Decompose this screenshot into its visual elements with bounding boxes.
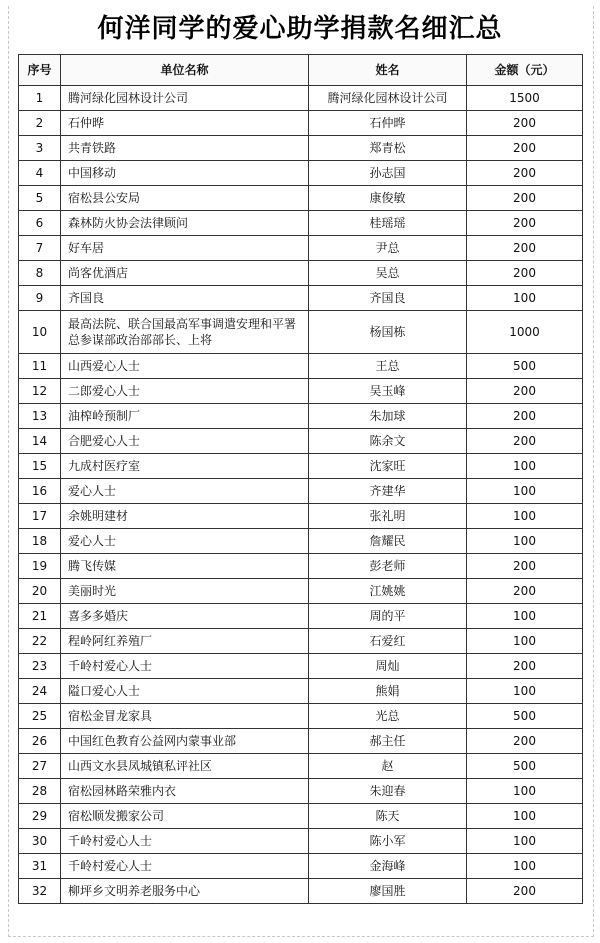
row-amount: 100 <box>467 629 583 654</box>
table-row <box>19 186 583 211</box>
row-amount: 200 <box>467 136 583 161</box>
row-amount: 200 <box>467 111 583 136</box>
row-name: 尹总 <box>309 236 467 261</box>
row-no: 25 <box>19 704 61 729</box>
row-unit: 中国移动 <box>61 161 309 186</box>
row-amount: 200 <box>467 161 583 186</box>
row-name: 江姚姚 <box>309 579 467 604</box>
row-amount: 200 <box>467 236 583 261</box>
table-row <box>19 729 583 754</box>
row-unit: 余姚明建材 <box>61 504 309 529</box>
row-amount: 200 <box>467 379 583 404</box>
row-amount: 200 <box>467 186 583 211</box>
row-amount: 200 <box>467 404 583 429</box>
row-name: 齐建华 <box>309 479 467 504</box>
row-name: 詹耀民 <box>309 529 467 554</box>
row-no: 3 <box>19 136 61 161</box>
row-unit: 腾河绿化园林设计公司 <box>61 86 309 111</box>
row-unit: 千岭村爱心人士 <box>61 854 309 879</box>
row-unit: 森林防火协会法律顾问 <box>61 211 309 236</box>
row-unit: 腾飞传媒 <box>61 554 309 579</box>
row-amount: 200 <box>467 429 583 454</box>
row-amount: 500 <box>467 704 583 729</box>
row-unit: 隘口爱心人士 <box>61 679 309 704</box>
row-name: 熊娟 <box>309 679 467 704</box>
row-name: 吴总 <box>309 261 467 286</box>
table-row <box>19 311 583 354</box>
row-amount: 200 <box>467 554 583 579</box>
row-unit: 中国红色教育公益网内蒙事业部 <box>61 729 309 754</box>
row-no: 9 <box>19 286 61 311</box>
row-name: 石仲晔 <box>309 111 467 136</box>
row-no: 12 <box>19 379 61 404</box>
row-no: 31 <box>19 854 61 879</box>
table-row <box>19 829 583 854</box>
row-name: 周的平 <box>309 604 467 629</box>
row-unit: 好车居 <box>61 236 309 261</box>
row-unit: 尚客优酒店 <box>61 261 309 286</box>
row-name: 廖国胜 <box>309 879 467 904</box>
table-row <box>19 504 583 529</box>
row-no: 29 <box>19 804 61 829</box>
row-name: 金海峰 <box>309 854 467 879</box>
row-no: 14 <box>19 429 61 454</box>
row-no: 32 <box>19 879 61 904</box>
table-row <box>19 754 583 779</box>
row-amount: 200 <box>467 211 583 236</box>
table-row <box>19 261 583 286</box>
row-amount: 100 <box>467 679 583 704</box>
row-amount: 200 <box>467 879 583 904</box>
row-unit: 爱心人士 <box>61 479 309 504</box>
row-no: 1 <box>19 86 61 111</box>
row-name: 陈余文 <box>309 429 467 454</box>
row-name: 腾河绿化园林设计公司 <box>309 86 467 111</box>
row-no: 11 <box>19 354 61 379</box>
header-no: 序号 <box>19 55 61 86</box>
row-no: 18 <box>19 529 61 554</box>
row-no: 26 <box>19 729 61 754</box>
table-row <box>19 879 583 904</box>
row-unit: 油榨岭预制厂 <box>61 404 309 429</box>
row-amount: 500 <box>467 354 583 379</box>
table-row <box>19 236 583 261</box>
table-row <box>19 379 583 404</box>
row-no: 8 <box>19 261 61 286</box>
table-row <box>19 854 583 879</box>
row-unit: 柳坪乡文明养老服务中心 <box>61 879 309 904</box>
table-row <box>19 111 583 136</box>
row-amount: 100 <box>467 504 583 529</box>
row-name: 桂瑶瑶 <box>309 211 467 236</box>
row-amount: 100 <box>467 854 583 879</box>
donation-table <box>18 54 583 904</box>
row-no: 20 <box>19 579 61 604</box>
row-amount: 200 <box>467 261 583 286</box>
table-body <box>19 86 583 904</box>
table-row <box>19 779 583 804</box>
row-name: 周灿 <box>309 654 467 679</box>
row-unit: 山西文水县凤城镇私评社区 <box>61 754 309 779</box>
table-row <box>19 86 583 111</box>
row-name: 彭老师 <box>309 554 467 579</box>
row-amount: 100 <box>467 779 583 804</box>
row-name: 陈小军 <box>309 829 467 854</box>
row-no: 30 <box>19 829 61 854</box>
row-amount: 100 <box>467 829 583 854</box>
table-row <box>19 404 583 429</box>
table-row <box>19 629 583 654</box>
row-unit: 九成村医疗室 <box>61 454 309 479</box>
row-no: 5 <box>19 186 61 211</box>
row-name: 朱迎春 <box>309 779 467 804</box>
table-row <box>19 604 583 629</box>
row-name: 王总 <box>309 354 467 379</box>
row-name: 张礼明 <box>309 504 467 529</box>
table-row <box>19 354 583 379</box>
row-amount: 100 <box>467 529 583 554</box>
row-no: 4 <box>19 161 61 186</box>
row-no: 27 <box>19 754 61 779</box>
row-unit: 宿松顺发搬家公司 <box>61 804 309 829</box>
table-row <box>19 529 583 554</box>
row-name: 光总 <box>309 704 467 729</box>
page-title: 何洋同学的爱心助学捐款名细汇总 <box>97 14 503 44</box>
table-row <box>19 429 583 454</box>
row-name: 郝主任 <box>309 729 467 754</box>
row-name: 郑青松 <box>309 136 467 161</box>
row-amount: 100 <box>467 454 583 479</box>
row-no: 17 <box>19 504 61 529</box>
row-name: 吴玉峰 <box>309 379 467 404</box>
row-name: 康俊敏 <box>309 186 467 211</box>
row-name: 陈天 <box>309 804 467 829</box>
row-unit: 程岭阿红养殖厂 <box>61 629 309 654</box>
table-header-row <box>19 55 583 86</box>
row-name: 石爱红 <box>309 629 467 654</box>
table-row <box>19 211 583 236</box>
row-name: 齐国良 <box>309 286 467 311</box>
row-no: 2 <box>19 111 61 136</box>
row-amount: 500 <box>467 754 583 779</box>
row-name: 赵 <box>309 754 467 779</box>
row-unit: 石仲晔 <box>61 111 309 136</box>
row-unit: 合肥爱心人士 <box>61 429 309 454</box>
row-no: 7 <box>19 236 61 261</box>
header-name: 姓名 <box>309 55 467 86</box>
row-amount: 100 <box>467 286 583 311</box>
row-unit: 齐国良 <box>61 286 309 311</box>
table-row <box>19 161 583 186</box>
row-no: 24 <box>19 679 61 704</box>
row-unit: 千岭村爱心人士 <box>61 654 309 679</box>
row-no: 23 <box>19 654 61 679</box>
table-row <box>19 704 583 729</box>
row-unit: 爱心人士 <box>61 529 309 554</box>
table-row <box>19 554 583 579</box>
table-row <box>19 654 583 679</box>
row-no: 28 <box>19 779 61 804</box>
row-unit: 最高法院、联合国最高军事调遣安理和平署总参谋部政治部部长、上将 <box>61 311 309 354</box>
table-row <box>19 579 583 604</box>
table-row <box>19 136 583 161</box>
row-unit: 宿松县公安局 <box>61 186 309 211</box>
row-no: 19 <box>19 554 61 579</box>
row-amount: 200 <box>467 654 583 679</box>
row-no: 13 <box>19 404 61 429</box>
table-row <box>19 804 583 829</box>
table-row <box>19 679 583 704</box>
row-no: 15 <box>19 454 61 479</box>
row-unit: 宿松金冒龙家具 <box>61 704 309 729</box>
row-unit: 喜多多婚庆 <box>61 604 309 629</box>
table-row <box>19 286 583 311</box>
header-unit: 单位名称 <box>61 55 309 86</box>
row-name: 朱加球 <box>309 404 467 429</box>
row-unit: 美丽时光 <box>61 579 309 604</box>
row-name: 孙志国 <box>309 161 467 186</box>
row-no: 6 <box>19 211 61 236</box>
row-no: 21 <box>19 604 61 629</box>
row-amount: 1500 <box>467 86 583 111</box>
table-row <box>19 454 583 479</box>
row-name: 沈家旺 <box>309 454 467 479</box>
row-unit: 共青铁路 <box>61 136 309 161</box>
row-unit: 山西爱心人士 <box>61 354 309 379</box>
header-amount: 金额（元） <box>467 55 583 86</box>
row-amount: 100 <box>467 479 583 504</box>
row-no: 16 <box>19 479 61 504</box>
row-no: 22 <box>19 629 61 654</box>
row-unit: 千岭村爱心人士 <box>61 829 309 854</box>
row-amount: 200 <box>467 579 583 604</box>
row-amount: 100 <box>467 604 583 629</box>
row-amount: 100 <box>467 804 583 829</box>
row-unit: 二郎爱心人士 <box>61 379 309 404</box>
row-no: 10 <box>19 311 61 354</box>
row-unit: 宿松园林路荣雅内衣 <box>61 779 309 804</box>
row-name: 杨国栋 <box>309 311 467 354</box>
row-amount: 200 <box>467 729 583 754</box>
table-row <box>19 479 583 504</box>
row-amount: 1000 <box>467 311 583 354</box>
